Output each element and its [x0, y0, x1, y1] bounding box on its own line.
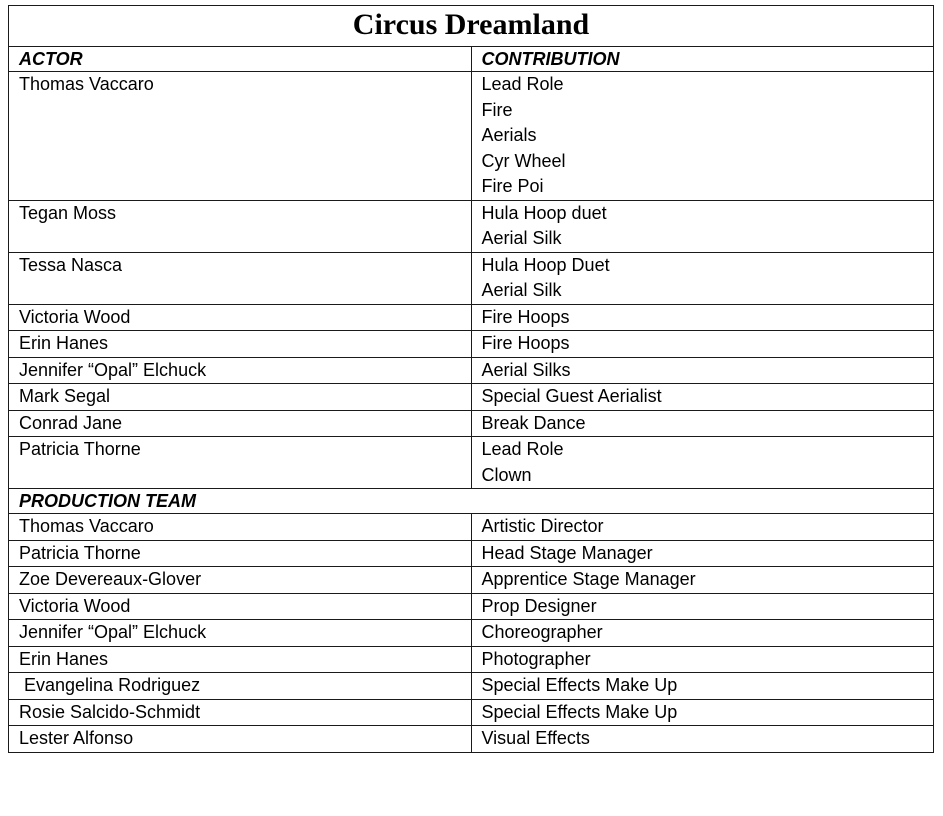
contribution-item: Aerial Silk [481, 228, 562, 248]
crew-role-cell [471, 567, 934, 594]
crew-name-cell [9, 646, 472, 673]
production-team-row [9, 540, 934, 567]
actor-name: Tessa Nasca [19, 254, 123, 275]
actor-name-cell [9, 304, 472, 331]
crew-name: Patricia Thorne [19, 542, 141, 563]
crew-role: Special Effects Make Up [481, 675, 678, 695]
crew-role-cell [471, 673, 934, 700]
crew-role-cell [471, 646, 934, 673]
crew-role: Special Effects Make Up [481, 701, 678, 722]
crew-role-cell [471, 593, 934, 620]
actor-row [9, 357, 934, 384]
actor-name-cell [9, 357, 472, 384]
contribution-item: Aerial Silk [481, 280, 562, 300]
crew-role-cell [471, 726, 934, 753]
contribution-item: Cyr Wheel [481, 150, 566, 171]
contribution-item: Fire Hoops [481, 333, 570, 353]
contribution-item: Aerial Silks [481, 359, 571, 380]
contribution-item: Fire Poi [481, 176, 544, 196]
crew-name-cell [9, 699, 472, 726]
contribution-item: Aerials [481, 125, 537, 145]
crew-name-cell [9, 673, 472, 700]
actor-row [9, 252, 934, 304]
crew-name-cell [9, 620, 472, 647]
crew-role: Choreographer [481, 622, 603, 642]
contribution-cell [471, 304, 934, 331]
crew-role-cell [471, 514, 934, 541]
actor-name: Conrad Jane [19, 412, 123, 433]
actor-name-cell [9, 384, 472, 411]
crew-name-cell [9, 540, 472, 567]
crew-role: Prop Designer [481, 595, 597, 616]
actor-row [9, 410, 934, 437]
title-row [9, 6, 934, 47]
actor-name-cell [9, 252, 472, 304]
crew-name: Jennifer “Opal” Elchuck [19, 622, 207, 642]
crew-role: Photographer [481, 648, 591, 669]
crew-role-cell [471, 620, 934, 647]
actor-row [9, 437, 934, 489]
crew-name-cell [9, 593, 472, 620]
production-team-row [9, 673, 934, 700]
production-team-row [9, 699, 934, 726]
production-team-row [9, 593, 934, 620]
production-team-heading-row [9, 489, 934, 514]
contribution-cell [471, 72, 934, 201]
contribution-column-header: CONTRIBUTION [471, 47, 934, 72]
contribution-cell [471, 410, 934, 437]
actor-row [9, 331, 934, 358]
production-team-row [9, 726, 934, 753]
crew-role: Artistic Director [481, 516, 604, 536]
actor-name: Jennifer “Opal” Elchuck [19, 359, 207, 380]
actor-name-cell [9, 72, 472, 201]
document-title: Circus Dreamland [9, 6, 934, 47]
crew-role-cell [471, 699, 934, 726]
actor-name: Mark Segal [19, 386, 111, 406]
actor-row [9, 200, 934, 252]
production-team-row [9, 567, 934, 594]
crew-name: Erin Hanes [19, 648, 109, 669]
cast-crew-table [8, 5, 934, 753]
contribution-cell [471, 437, 934, 489]
actor-column-header: ACTOR [9, 47, 472, 72]
contribution-item: Fire [481, 99, 513, 120]
actor-name: Thomas Vaccaro [19, 74, 154, 94]
crew-name-cell [9, 726, 472, 753]
contribution-cell [471, 357, 934, 384]
actor-name-cell [9, 331, 472, 358]
contribution-item: Special Guest Aerialist [481, 386, 662, 406]
crew-role: Head Stage Manager [481, 542, 653, 563]
production-team-row [9, 514, 934, 541]
contribution-cell [471, 331, 934, 358]
crew-name: Thomas Vaccaro [19, 516, 154, 536]
contribution-cell [471, 252, 934, 304]
contribution-item: Lead Role [481, 439, 564, 459]
production-team-row [9, 646, 934, 673]
actor-name-cell [9, 437, 472, 489]
production-team-row [9, 620, 934, 647]
contribution-item: Hula Hoop duet [481, 202, 607, 223]
contribution-item: Break Dance [481, 412, 586, 433]
crew-role: Apprentice Stage Manager [481, 569, 696, 589]
contribution-cell [471, 200, 934, 252]
table-body [9, 6, 934, 753]
contribution-cell [471, 384, 934, 411]
crew-name-cell [9, 514, 472, 541]
actor-name: Patricia Thorne [19, 439, 141, 459]
actor-row [9, 304, 934, 331]
contribution-item: Clown [481, 464, 532, 485]
crew-name: Zoe Devereaux-Glover [19, 569, 202, 589]
crew-role-cell [471, 540, 934, 567]
crew-name: Evangelina Rodriguez [19, 675, 201, 695]
header-row [9, 47, 934, 72]
crew-name: Victoria Wood [19, 595, 131, 616]
actor-row [9, 72, 934, 201]
contribution-item: Fire Hoops [481, 306, 570, 327]
actor-name: Victoria Wood [19, 306, 131, 327]
actor-name: Erin Hanes [19, 333, 109, 353]
production-team-heading: PRODUCTION TEAM [9, 489, 934, 514]
contribution-item: Lead Role [481, 74, 564, 94]
actor-row [9, 384, 934, 411]
actor-name-cell [9, 410, 472, 437]
actor-name-cell [9, 200, 472, 252]
crew-role: Visual Effects [481, 728, 590, 748]
contribution-item: Hula Hoop Duet [481, 254, 610, 275]
crew-name: Rosie Salcido-Schmidt [19, 701, 201, 722]
crew-name: Lester Alfonso [19, 728, 134, 748]
crew-name-cell [9, 567, 472, 594]
actor-name: Tegan Moss [19, 202, 117, 223]
